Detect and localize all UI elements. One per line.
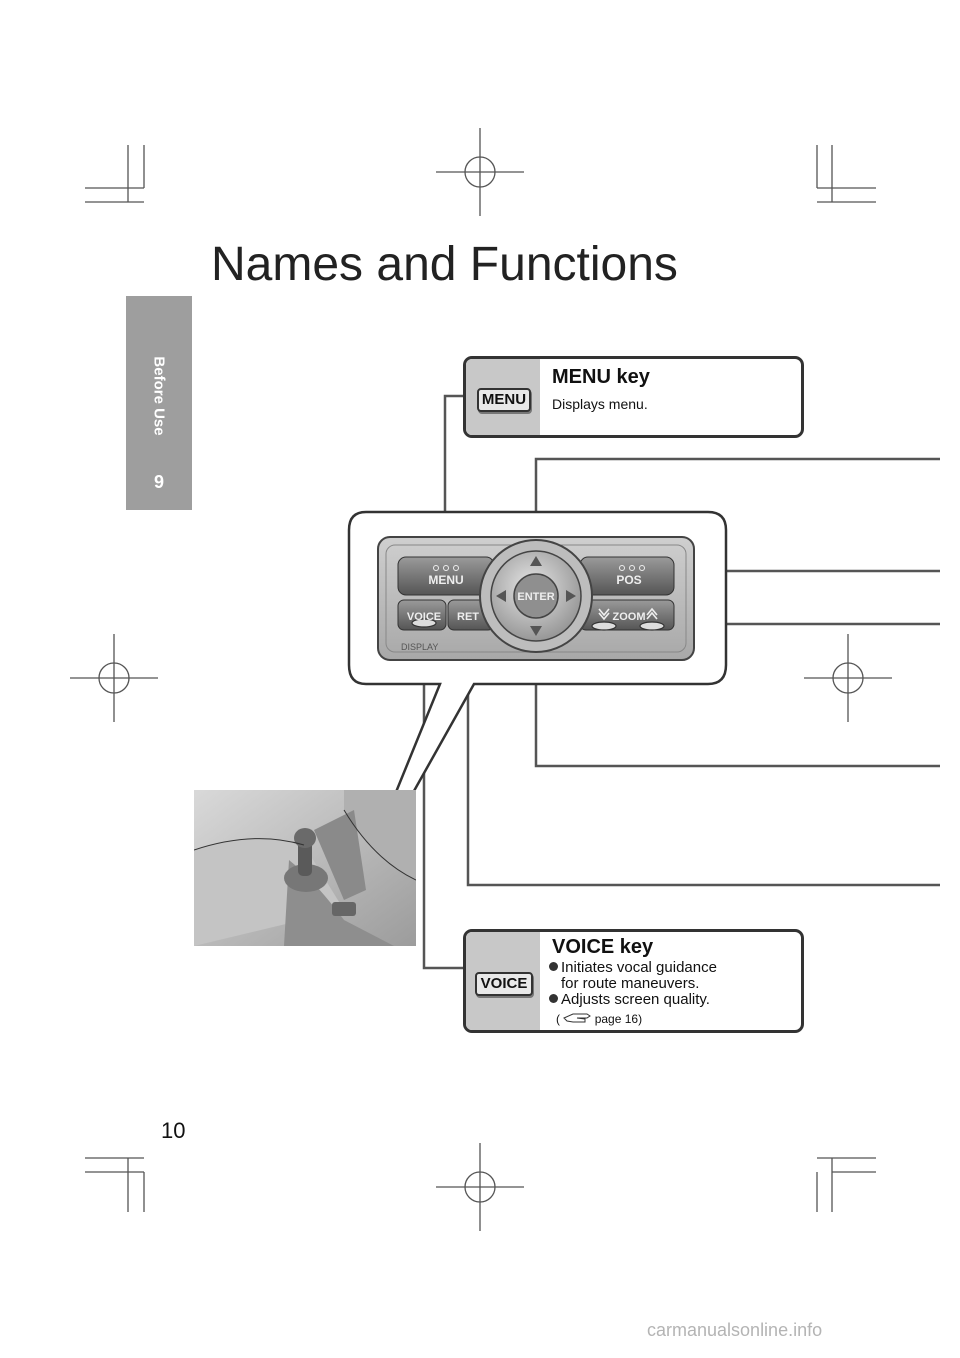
section-tab-number: 9 xyxy=(153,472,164,492)
voice-bullet-2: Adjusts screen quality. xyxy=(549,992,710,1008)
panel-zoom-label: ZOOM xyxy=(612,611,646,623)
voice-bullet-1: Initiates vocal guidance xyxy=(549,960,717,976)
page-title: Names and Functions xyxy=(211,238,678,291)
panel-display-label: DISPLAY xyxy=(401,642,439,652)
panel-enter-label: ENTER xyxy=(517,591,555,603)
page-reference: ( page 16) xyxy=(556,1012,643,1026)
menu-key-description: Displays menu. xyxy=(552,396,648,412)
car-interior-illustration xyxy=(194,790,416,946)
page-number: 10 xyxy=(161,1118,186,1143)
panel-pos-label: POS xyxy=(616,573,642,587)
menu-key-title: MENU key xyxy=(552,366,650,388)
panel-voice-label: VOICE xyxy=(406,611,442,623)
menu-keycap-icon: MENU xyxy=(477,388,531,412)
voice-keycap-icon: VOICE xyxy=(475,972,533,996)
voice-key-title: VOICE key xyxy=(552,936,654,958)
panel-menu-label: MENU xyxy=(428,573,464,587)
voice-bullet-1-cont: for route maneuvers. xyxy=(561,975,700,992)
section-tab-label: Before Use xyxy=(150,356,168,436)
watermark: carmanualsonline.info xyxy=(647,1320,823,1340)
panel-ret-label: RET xyxy=(457,611,479,623)
